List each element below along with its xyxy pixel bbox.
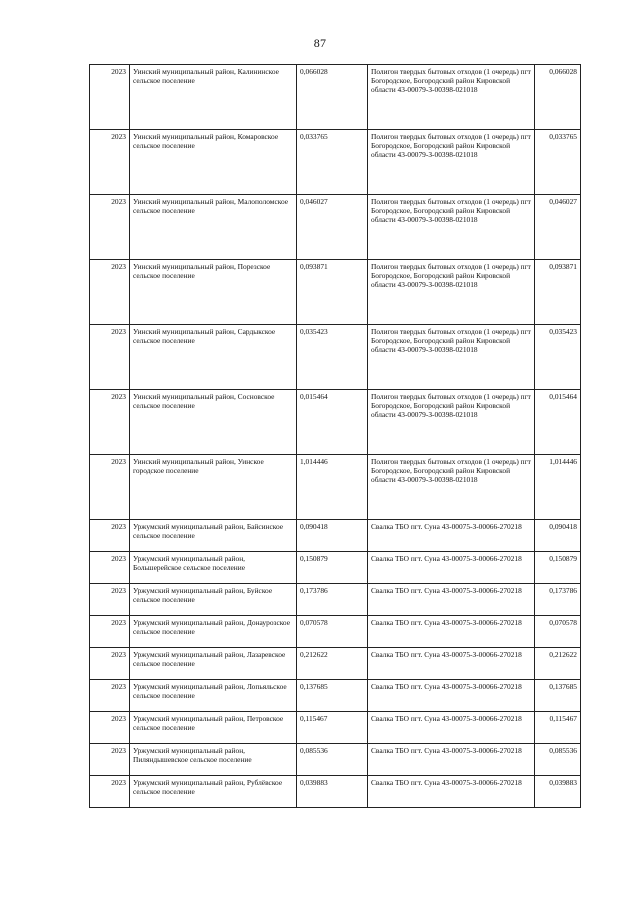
value-cell: 0,093871 <box>297 260 368 325</box>
table-row <box>90 616 581 648</box>
facility-cell: Полигон твердых бытовых отходов (1 очередь) пгт Богородское, Богородский район Кировской области 43-00079-З-00398-021018 <box>368 390 535 455</box>
facility-cell: Полигон твердых бытовых отходов (1 очередь) пгт Богородское, Богородский район Кировской области 43-00079-З-00398-021018 <box>368 260 535 325</box>
table-row <box>90 260 581 325</box>
facility-cell: Свалка ТБО пгт. Суна 43-00075-З-00066-270218 <box>368 584 535 616</box>
value-cell: 0,212622 <box>297 648 368 680</box>
waste-volume-table <box>89 64 581 808</box>
total-cell: 1,014446 <box>535 455 581 520</box>
year-cell: 2023 <box>90 195 130 260</box>
value-cell: 0,070578 <box>297 616 368 648</box>
district-cell: Уржумский муниципальный район, Байсинское сельское поселение <box>130 520 297 552</box>
year-cell: 2023 <box>90 520 130 552</box>
value-cell: 0,033765 <box>297 130 368 195</box>
district-cell: Уинский муниципальный район, Порезское сельское поселение <box>130 260 297 325</box>
value-cell: 0,035423 <box>297 325 368 390</box>
page-number: 87 <box>313 36 327 50</box>
year-cell: 2023 <box>90 390 130 455</box>
facility-cell: Свалка ТБО пгт. Суна 43-00075-З-00066-270218 <box>368 552 535 584</box>
year-cell: 2023 <box>90 584 130 616</box>
facility-cell: Свалка ТБО пгт. Суна 43-00075-З-00066-270218 <box>368 648 535 680</box>
table-row <box>90 195 581 260</box>
table-row <box>90 648 581 680</box>
year-cell: 2023 <box>90 325 130 390</box>
district-cell: Уинский муниципальный район, Сосновское сельское поселение <box>130 390 297 455</box>
total-cell: 0,115467 <box>535 712 581 744</box>
table-row <box>90 776 581 808</box>
year-cell: 2023 <box>90 712 130 744</box>
facility-cell: Полигон твердых бытовых отходов (1 очередь) пгт Богородское, Богородский район Кировской области 43-00079-З-00398-021018 <box>368 130 535 195</box>
value-cell: 1,014446 <box>297 455 368 520</box>
district-cell: Уржумский муниципальный район, Рублёвское сельское поселение <box>130 776 297 808</box>
total-cell: 0,137685 <box>535 680 581 712</box>
total-cell: 0,150879 <box>535 552 581 584</box>
total-cell: 0,035423 <box>535 325 581 390</box>
facility-cell: Свалка ТБО пгт. Суна 43-00075-З-00066-270218 <box>368 520 535 552</box>
district-cell: Уржумский муниципальный район, Петровское сельское поселение <box>130 712 297 744</box>
year-cell: 2023 <box>90 65 130 130</box>
total-cell: 0,070578 <box>535 616 581 648</box>
total-cell: 0,212622 <box>535 648 581 680</box>
value-cell: 0,137685 <box>297 680 368 712</box>
total-cell: 0,085536 <box>535 744 581 776</box>
table-row <box>90 552 581 584</box>
value-cell: 0,085536 <box>297 744 368 776</box>
district-cell: Уржумский муниципальный район, Пиляндышевское сельское поселение <box>130 744 297 776</box>
district-cell: Уржумский муниципальный район, Донаурозское сельское поселение <box>130 616 297 648</box>
year-cell: 2023 <box>90 455 130 520</box>
total-cell: 0,093871 <box>535 260 581 325</box>
facility-cell: Полигон твердых бытовых отходов (1 очередь) пгт Богородское, Богородский район Кировской области 43-00079-З-00398-021018 <box>368 65 535 130</box>
table-row <box>90 712 581 744</box>
facility-cell: Свалка ТБО пгт. Суна 43-00075-З-00066-270218 <box>368 712 535 744</box>
district-cell: Уинский муниципальный район, Уинское городское поселение <box>130 455 297 520</box>
total-cell: 0,039883 <box>535 776 581 808</box>
facility-cell: Свалка ТБО пгт. Суна 43-00075-З-00066-270218 <box>368 776 535 808</box>
table-row <box>90 65 581 130</box>
table-row <box>90 584 581 616</box>
year-cell: 2023 <box>90 130 130 195</box>
district-cell: Уинский муниципальный район, Калининское сельское поселение <box>130 65 297 130</box>
facility-cell: Свалка ТБО пгт. Суна 43-00075-З-00066-270218 <box>368 744 535 776</box>
table-row <box>90 455 581 520</box>
value-cell: 0,046027 <box>297 195 368 260</box>
value-cell: 0,115467 <box>297 712 368 744</box>
table-row <box>90 744 581 776</box>
table-row <box>90 520 581 552</box>
district-cell: Уинский муниципальный район, Сардыкское сельское поселение <box>130 325 297 390</box>
value-cell: 0,039883 <box>297 776 368 808</box>
table-row <box>90 390 581 455</box>
district-cell: Уржумский муниципальный район, Лазаревское сельское поселение <box>130 648 297 680</box>
year-cell: 2023 <box>90 648 130 680</box>
facility-cell: Свалка ТБО пгт. Суна 43-00075-З-00066-270218 <box>368 616 535 648</box>
value-cell: 0,090418 <box>297 520 368 552</box>
year-cell: 2023 <box>90 680 130 712</box>
total-cell: 0,046027 <box>535 195 581 260</box>
district-cell: Уинский муниципальный район, Комаровское сельское поселение <box>130 130 297 195</box>
value-cell: 0,066028 <box>297 65 368 130</box>
value-cell: 0,015464 <box>297 390 368 455</box>
table-row <box>90 130 581 195</box>
total-cell: 0,015464 <box>535 390 581 455</box>
total-cell: 0,033765 <box>535 130 581 195</box>
facility-cell: Полигон твердых бытовых отходов (1 очередь) пгт Богородское, Богородский район Кировской области 43-00079-З-00398-021018 <box>368 195 535 260</box>
facility-cell: Свалка ТБО пгт. Суна 43-00075-З-00066-270218 <box>368 680 535 712</box>
total-cell: 0,173786 <box>535 584 581 616</box>
district-cell: Уинский муниципальный район, Малополомское сельское поселение <box>130 195 297 260</box>
year-cell: 2023 <box>90 616 130 648</box>
total-cell: 0,066028 <box>535 65 581 130</box>
value-cell: 0,150879 <box>297 552 368 584</box>
facility-cell: Полигон твердых бытовых отходов (1 очередь) пгт Богородское, Богородский район Кировской области 43-00079-З-00398-021018 <box>368 455 535 520</box>
year-cell: 2023 <box>90 552 130 584</box>
district-cell: Уржумский муниципальный район, Лопьяльское сельское поселение <box>130 680 297 712</box>
value-cell: 0,173786 <box>297 584 368 616</box>
table-row <box>90 680 581 712</box>
year-cell: 2023 <box>90 744 130 776</box>
table-row <box>90 325 581 390</box>
district-cell: Уржумский муниципальный район, Большерейское сельское поселение <box>130 552 297 584</box>
total-cell: 0,090418 <box>535 520 581 552</box>
district-cell: Уржумский муниципальный район, Буйское сельское поселение <box>130 584 297 616</box>
facility-cell: Полигон твердых бытовых отходов (1 очередь) пгт Богородское, Богородский район Кировской области 43-00079-З-00398-021018 <box>368 325 535 390</box>
year-cell: 2023 <box>90 776 130 808</box>
year-cell: 2023 <box>90 260 130 325</box>
